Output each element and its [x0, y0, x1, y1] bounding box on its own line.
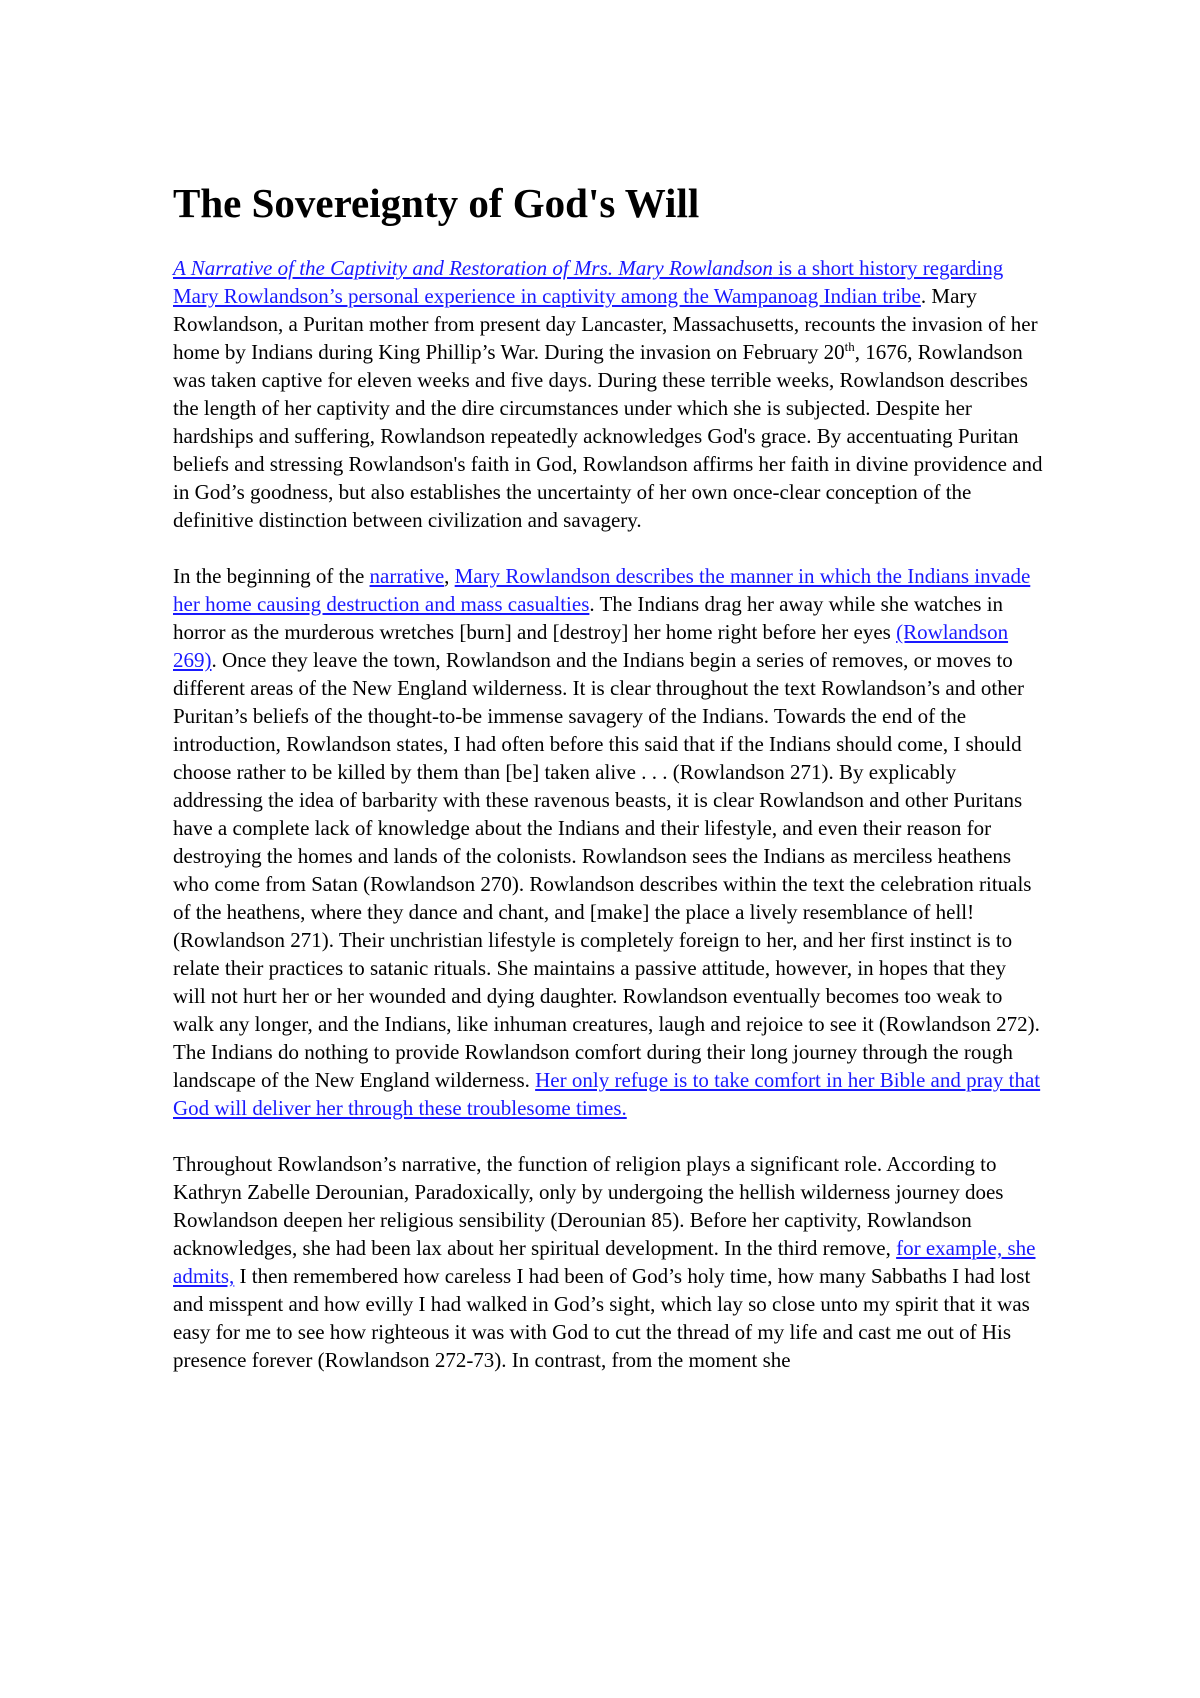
- inline-link[interactable]: narrative: [369, 564, 445, 588]
- paragraph-text: , 1676, Rowlandson was taken captive for eleven weeks and five days. During these terrible weeks, Rowlandson describes the length of her captivity and the dire circumstances under which she is subjected. Despite her hardships and suffering, Rowlandson repeatedly acknowledges God's grace. By accentuating Puritan beliefs and stressing Rowlandson's faith in God, Rowlandson affirms her faith in divine providence and in God’s goodness, but also establishes the uncertainty of her own once-clear conception of the definitive distinction between civilization and savagery.: [173, 340, 1043, 532]
- body-paragraph: [173, 254, 1043, 534]
- document-page: [173, 180, 1043, 1402]
- paragraph-text: . Mary Rowlandson, a Puritan mother from present day Lancaster, Massachusetts, recounts the invasion of her home by Indians during King Phillip’s War. During the invasion on February 20: [173, 284, 1038, 364]
- inline-link[interactable]: Her only refuge is to take comfort in her Bible and pray that God will deliver her through these troublesome times.: [173, 1068, 1041, 1120]
- italic-book-title: A Narrative of the Captivity and Restoration of Mrs. Mary Rowlandson: [173, 256, 773, 280]
- paragraph-text: Throughout Rowlandson’s narrative, the function of religion plays a significant role. According to Kathryn Zabelle Derounian, Paradoxically, only by undergoing the hellish wilderness journey does Rowlandson deepen her religious sensibility (Derounian 85). Before her captivity, Rowlandson acknowledges, she had been lax about her spiritual development. In the third remove,: [173, 1152, 1004, 1260]
- document-body: [173, 254, 1043, 1374]
- inline-link[interactable]: is a short history regarding Mary Rowlandson’s personal experience in captivity among the Wampanoag Indian tribe: [173, 256, 1004, 308]
- paragraph-text: . Once they leave the town, Rowlandson and the Indians begin a series of removes, or moves to different areas of the New England wilderness. It is clear throughout the text Rowlandson’s and other Puritan’s beliefs of the thought-to-be immense savagery of the Indians. Towards the end of the introduction, Rowlandson states, I had often before this said that if the Indians should come, I should choose rather to be killed by them than [be] taken alive . . . (Rowlandson 271). By explicably addressing the idea of barbarity with these ravenous beasts, it is clear Rowlandson and other Puritans have a complete lack of knowledge about the Indians and their lifestyle, and even their reason for destroying the homes and lands of the colonists. Rowlandson sees the Indians as merciless heathens who come from Satan (Rowlandson 270). Rowlandson describes within the text the celebration rituals of the heathens, where they dance and chant, and [make] the place a lively resemblance of hell! (Rowlandson 271). Their unchristian lifestyle is completely foreign to her, and her first instinct is to relate their practices to satanic rituals. She maintains a passive attitude, however, in hopes that they will not hurt her or her wounded and dying daughter. Rowlandson eventually becomes too weak to walk any longer, and the Indians, like inhuman creatures, laugh and rejoice to see it (Rowlandson 272). The Indians do nothing to provide Rowlandson comfort during their long journey through the rough landscape of the New England wilderness.: [173, 648, 1040, 1092]
- body-paragraph: [173, 562, 1043, 1122]
- paragraph-text: In the beginning of the: [173, 564, 370, 588]
- paragraph-text: ,: [444, 564, 455, 588]
- inline-link[interactable]: Mary Rowlandson describes the manner in which the Indians invade her home causing destruction and mass casualties: [173, 564, 1031, 616]
- inline-link[interactable]: for example, she admits,: [173, 1236, 1036, 1288]
- inline-link[interactable]: [173, 256, 773, 280]
- paragraph-text: I then remembered how careless I had been of God’s holy time, how many Sabbaths I had lost and misspent and how evilly I had walked in God’s sight, which lay so close unto my spirit that it was easy for me to see how righteous it was with God to cut the thread of my life and cast me out of His presence forever (Rowlandson 272-73). In contrast, from the moment she: [173, 1264, 1031, 1372]
- body-paragraph: [173, 1150, 1043, 1374]
- inline-link[interactable]: (Rowlandson 269): [173, 620, 1009, 672]
- paragraph-text: . The Indians drag her away while she watches in horror as the murderous wretches [burn] and [destroy] her home right before her eyes: [173, 592, 1004, 644]
- ordinal-superscript: th: [844, 339, 855, 354]
- document-title: The Sovereignty of God's Will: [173, 180, 700, 226]
